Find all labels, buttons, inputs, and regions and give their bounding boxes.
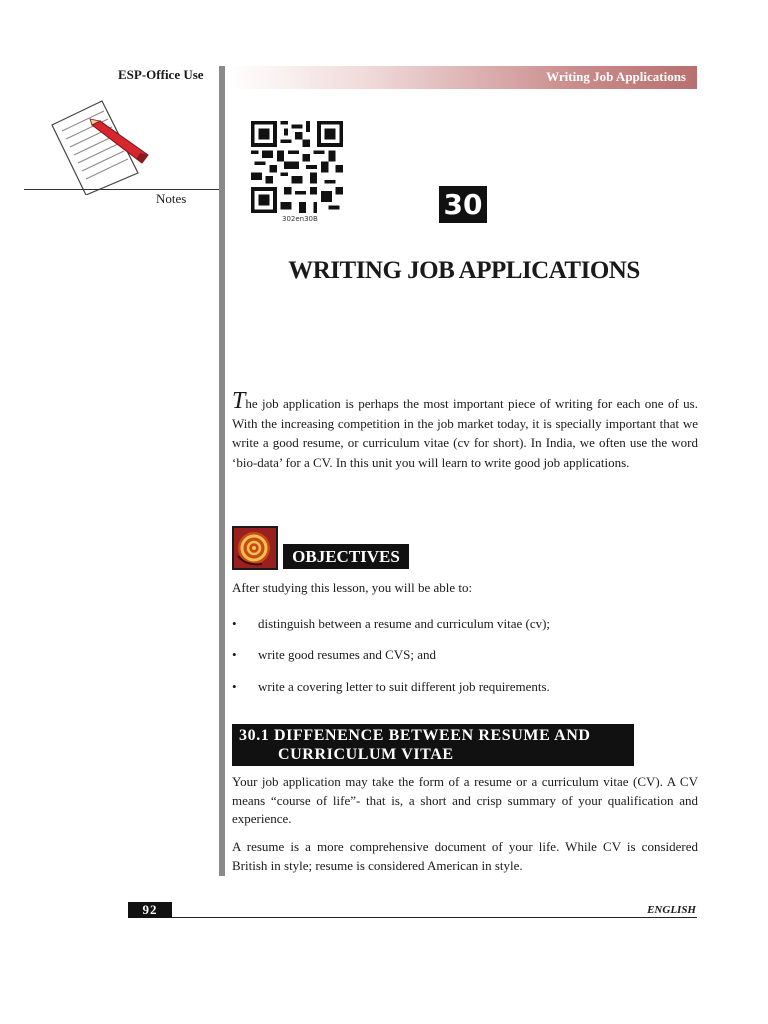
bullet-icon: • <box>232 616 237 631</box>
margin-bar <box>219 66 225 876</box>
chapter-number-badge: 30 <box>439 186 487 223</box>
objectives-target-icon <box>232 526 278 570</box>
objectives-heading: OBJECTIVES <box>283 544 409 569</box>
qr-code-image <box>248 121 346 213</box>
notes-divider <box>24 189 220 190</box>
section-heading-line2: CURRICULUM VITAE <box>278 746 454 763</box>
office-use-label: ESP-Office Use <box>118 67 204 82</box>
objective-item-text: write good resumes and CVS; and <box>258 647 437 662</box>
intro-paragraph <box>232 388 698 472</box>
page-number: 92 <box>128 902 172 918</box>
objective-item-text: write a covering letter to suit different job requirements. <box>258 679 550 694</box>
objectives-lead: After studying this lesson, you will be able to: <box>232 580 473 595</box>
bullet-icon: • <box>232 679 237 694</box>
footer-subject: ENGLISH <box>647 904 696 916</box>
bullet-icon: • <box>232 647 237 662</box>
section-paragraph-1: Your job application may take the form of a resume or a curriculum vitae (CV). A CV means “course of life”- that is, a short and crisp summary of your qualification and experience. <box>232 774 698 826</box>
section-heading-line1: 30.1 DIFFENENCE BETWEEN RESUME AND <box>239 727 591 744</box>
intro-text: he job application is perhaps the most important piece of writing for each one of us. With the increasing competition in the job market today, it is specially important that we write a good resume, or curriculum vitae (cv for short). In India, we often use the word ‘bio-data’ for a CV. In this unit you will learn to write good job applications. <box>232 396 698 470</box>
chapter-title: WRITING JOB APPLICATIONS <box>288 257 640 284</box>
section-heading <box>232 724 634 766</box>
intro-dropcap: T <box>232 388 246 414</box>
notes-label: Notes <box>156 191 187 206</box>
section-paragraph-2: A resume is a more comprehensive document of your life. While CV is considered British in style; resume is considered American in style. <box>232 839 698 873</box>
objective-item <box>232 616 550 632</box>
objective-item-text: distinguish between a resume and curriculum vitae (cv); <box>258 616 551 631</box>
objective-item <box>232 647 436 663</box>
qr-code-caption: 302en30B <box>282 215 318 223</box>
footer-rule <box>128 917 697 918</box>
objective-item <box>232 679 550 695</box>
running-header-title: Writing Job Applications <box>546 69 686 84</box>
notes-pencil-icon <box>40 95 155 195</box>
